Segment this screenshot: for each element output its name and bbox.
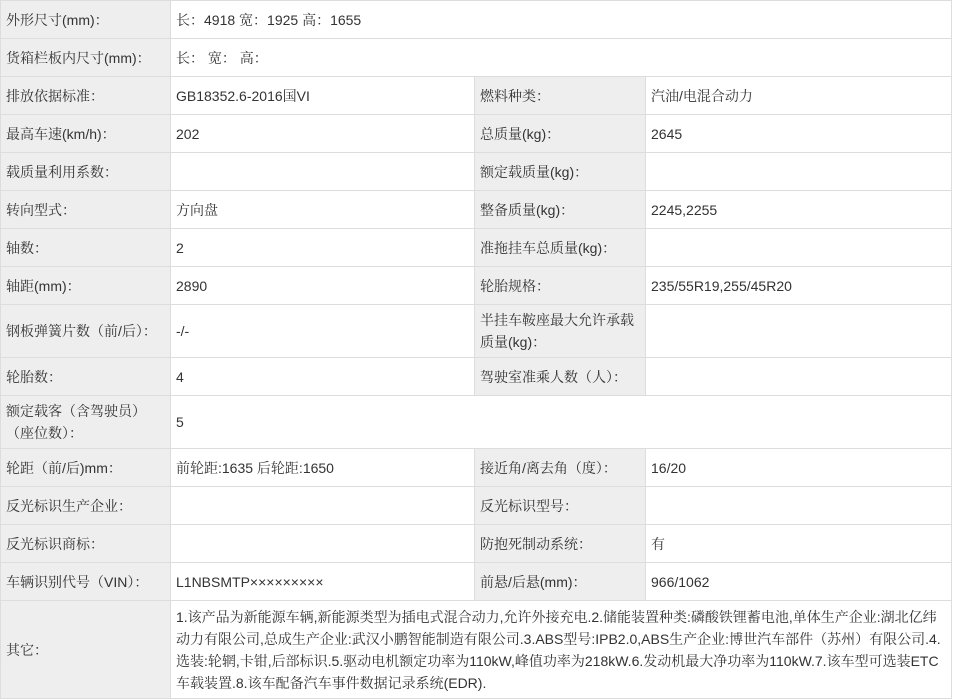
spec-label: 防抱死制动系统： [475,525,646,563]
spec-value: 966/1062 [646,563,952,601]
spec-row-emission-fuel [1,77,952,115]
spec-row-load [1,153,952,191]
spec-value: 235/55R19,255/45R20 [646,267,952,305]
spec-value [171,487,475,525]
spec-label: 轴数： [1,229,171,267]
spec-value-other: 1.该产品为新能源车辆,新能源类型为插电式混合动力,允许外接充电.2.储能装置种类:磷酸铁锂蓄电池,单体生产企业:湖北亿纬动力有限公司,总成生产企业:武汉小鹏智能制造有限公司.3.ABS型号:IPB2.0,ABS生产企业:博世汽车部件（苏州）有限公司.4.选装:轮辋,卡钳,后部标识.5.驱动电机额定功率为110kW,峰值功率为218kW.6.发动机最大净功率为110kW.7.该车型可选装ETC车载装置.8.该车配备汽车事件数据记录系统(EDR). [171,601,952,699]
spec-value: 202 [171,115,475,153]
spec-label: 货箱栏板内尺寸(mm)： [1,39,171,77]
spec-row-seats [1,396,952,449]
spec-label: 轮胎数： [1,358,171,396]
spec-row-dimensions [1,1,952,39]
spec-label: 外形尺寸(mm)： [1,1,171,39]
spec-value: 2890 [171,267,475,305]
spec-label: 驾驶室准乘人数（人）： [475,358,646,396]
spec-label: 最高车速(km/h)： [1,115,171,153]
spec-value: 汽油/电混合动力 [646,77,952,115]
spec-value [646,229,952,267]
spec-label: 准拖挂车总质量(kg)： [475,229,646,267]
spec-row-wheelbase-tires [1,267,952,305]
spec-value [646,358,952,396]
spec-label: 轴距(mm)： [1,267,171,305]
spec-value: GB18352.6-2016国VI [171,77,475,115]
spec-value: -/- [171,305,475,358]
spec-label: 转向型式： [1,191,171,229]
spec-row-speed-mass [1,115,952,153]
spec-label: 排放依据标准： [1,77,171,115]
spec-value: 5 [171,396,952,449]
spec-value [646,487,952,525]
spec-row-tires-cab [1,358,952,396]
spec-label: 车辆识别代号（VIN）： [1,563,171,601]
spec-row-track-angles [1,449,952,487]
spec-value: 4 [171,358,475,396]
spec-label: 半挂车鞍座最大允许承载质量(kg)： [475,305,646,358]
spec-value [171,153,475,191]
spec-label: 额定载客（含驾驶员）（座位数）： [1,396,171,449]
spec-row-steering-curb [1,191,952,229]
spec-label: 轮距（前/后)mm： [1,449,171,487]
spec-row-axles-trailer [1,229,952,267]
spec-label: 载质量利用系数： [1,153,171,191]
spec-value [171,525,475,563]
spec-label: 轮胎规格： [475,267,646,305]
spec-value: 长： 宽： 高： [171,39,952,77]
spec-label: 总质量(kg)： [475,115,646,153]
spec-label: 额定载质量(kg)： [475,153,646,191]
spec-row-cargo-box [1,39,952,77]
spec-row-springs-saddle [1,305,952,358]
spec-label: 前悬/后悬(mm)： [475,563,646,601]
spec-value: 2645 [646,115,952,153]
spec-row-vin-overhang [1,563,952,601]
spec-row-reflective-abs [1,525,952,563]
spec-label: 整备质量(kg)： [475,191,646,229]
spec-value [646,153,952,191]
spec-value: 有 [646,525,952,563]
spec-value: 16/20 [646,449,952,487]
spec-value [646,305,952,358]
spec-value: L1NBSMTP××××××××× [171,563,475,601]
spec-value: 方向盘 [171,191,475,229]
spec-label: 燃料种类： [475,77,646,115]
spec-value: 2 [171,229,475,267]
spec-label: 其它： [1,601,171,699]
spec-label: 接近角/离去角（度）： [475,449,646,487]
spec-row-reflective-maker [1,487,952,525]
spec-label: 反光标识生产企业： [1,487,171,525]
spec-value: 前轮距:1635 后轮距:1650 [171,449,475,487]
spec-label: 反光标识商标： [1,525,171,563]
spec-label: 钢板弹簧片数（前/后）： [1,305,171,358]
spec-value: 2245,2255 [646,191,952,229]
spec-value: 长：4918 宽：1925 高：1655 [171,1,952,39]
spec-label: 反光标识型号： [475,487,646,525]
spec-row-other [1,601,952,699]
